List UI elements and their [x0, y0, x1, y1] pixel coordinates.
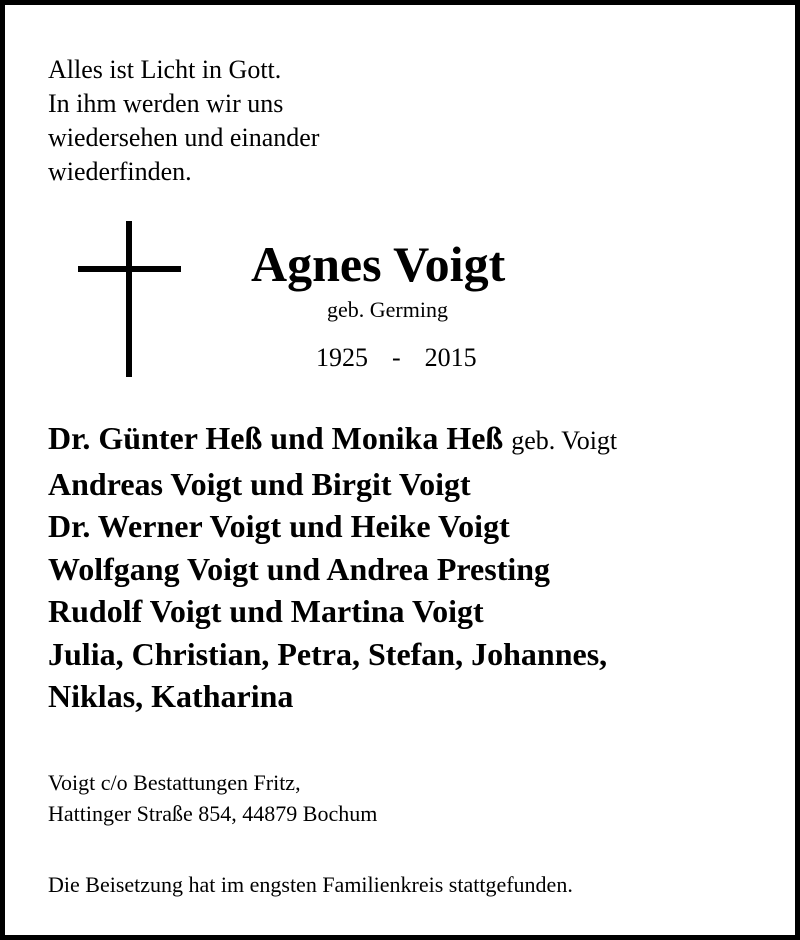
mourner-line: Niklas, Katharina: [48, 678, 294, 714]
mourner-line: [48, 417, 617, 463]
cross-horizontal-bar: [78, 266, 181, 272]
verse-line: In ihm werden wir uns: [48, 89, 284, 118]
mourner-names: Dr. Günter Heß und Monika Heß: [48, 420, 504, 456]
death-year: 2015: [424, 343, 477, 372]
birth-name: geb. Germing: [327, 297, 448, 322]
cross-vertical-bar: [126, 221, 132, 377]
address-line: Hattinger Straße 854, 44879 Bochum: [48, 801, 378, 826]
verse-line: Alles ist Licht in Gott.: [48, 55, 282, 84]
address-line: Voigt c/o Bestattungen Fritz,: [48, 770, 301, 795]
verse: [48, 53, 319, 189]
mourner-line: Wolfgang Voigt und Andrea Presting: [48, 550, 551, 587]
mourner-line: Andreas Voigt und Birgit Voigt: [48, 465, 471, 502]
life-dates: [316, 341, 477, 375]
verse-line: wiederfinden.: [48, 157, 192, 186]
contact-address: [48, 767, 377, 829]
burial-note: Die Beisetzung hat im engsten Familienkreis stattgefunden.: [48, 872, 573, 897]
verse-line: wiedersehen und einander: [48, 123, 320, 152]
latin-cross-icon: [78, 221, 181, 377]
mourner-line: Rudolf Voigt und Martina Voigt: [48, 593, 484, 629]
birth-year: 1925: [316, 343, 368, 372]
date-separator: -: [392, 343, 401, 372]
mourner-line: Dr. Werner Voigt und Heike Voigt: [48, 508, 510, 544]
mourner-line: Julia, Christian, Petra, Stefan, Johannes,: [48, 635, 608, 672]
deceased-name: Agnes Voigt: [251, 236, 506, 292]
mourner-birth-name: geb. Voigt: [511, 426, 618, 455]
mourners-list: [48, 417, 617, 718]
